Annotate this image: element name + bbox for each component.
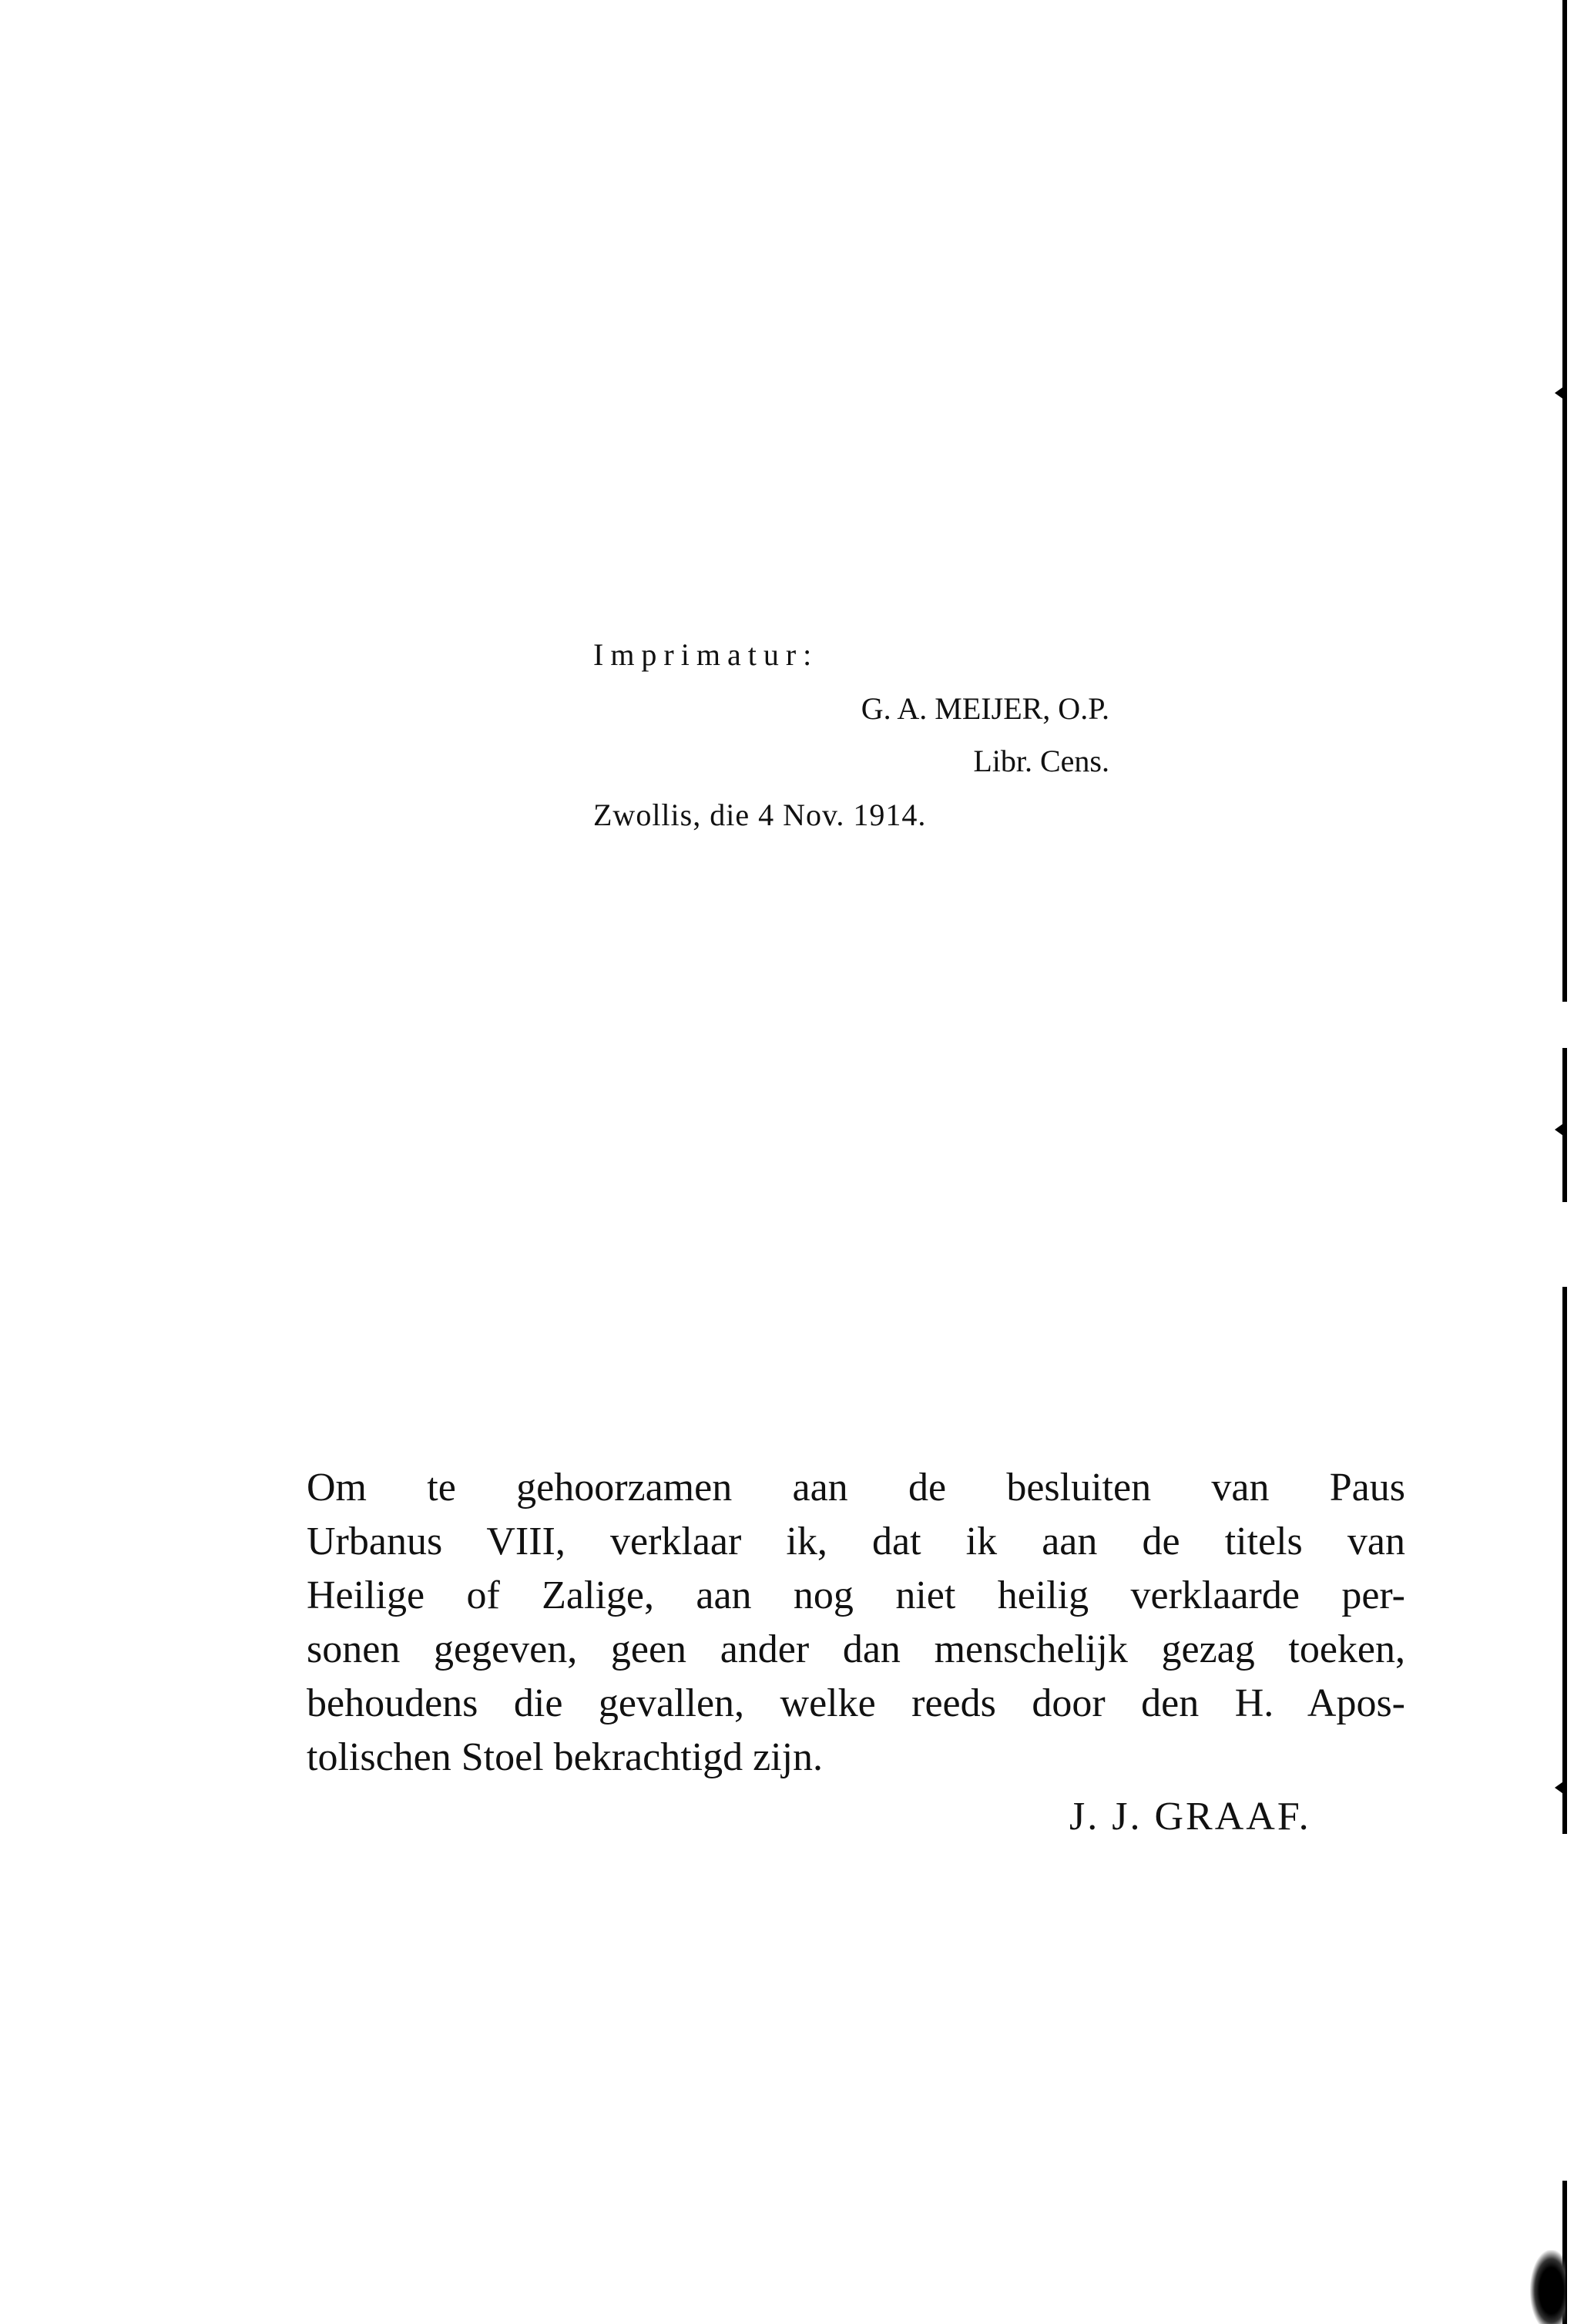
page-edge-notch (1555, 385, 1566, 401)
declaration-line: tolischen Stoel bekrachtigd zijn. (307, 1735, 824, 1779)
signature: J. J. GRAAF. (1069, 1795, 1311, 1839)
declaration-line: Om te gehoorzamen aan de besluiten van Paus (307, 1466, 1405, 1510)
declaration-paragraph (307, 1461, 1405, 1785)
declaration-line: Heilige of Zalige, aan nog niet heilig verklaarde per- (307, 1573, 1405, 1617)
ink-blot (1530, 2250, 1566, 2324)
place-date: Zwollis, die 4 Nov. 1914. (593, 798, 927, 832)
imprimatur-label: Imprimatur: (593, 637, 819, 672)
page-edge-gap (1559, 1002, 1570, 1048)
censor-title: Libr. Cens. (973, 744, 1109, 778)
censor-name: G. A. MEIJER, O.P. (861, 691, 1109, 726)
declaration-line: behoudens die gevallen, welke reeds door den H. Apos- (307, 1681, 1405, 1725)
page-edge-notch (1555, 1780, 1566, 1795)
page-edge-gap (1559, 1834, 1570, 2181)
declaration-line: sonen gegeven, geen ander dan menschelijk gezag toeken, (307, 1627, 1405, 1671)
page-edge-gap (1559, 1202, 1570, 1287)
declaration-line: Urbanus VIII, verklaar ik, dat ik aan de titels van (307, 1520, 1405, 1563)
page-edge-notch (1555, 1122, 1566, 1137)
